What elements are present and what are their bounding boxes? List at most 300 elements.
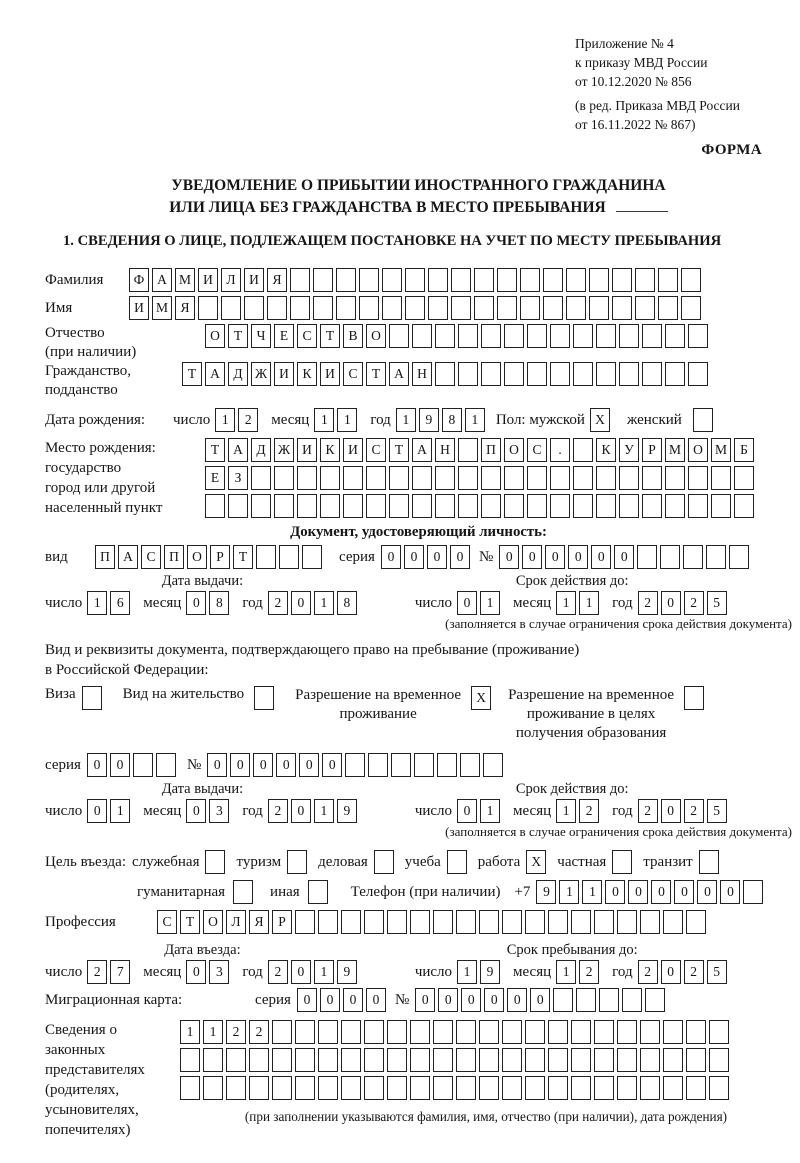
char-cell[interactable] (341, 1020, 361, 1044)
char-cell[interactable]: М (152, 296, 172, 320)
char-cell[interactable] (308, 880, 328, 904)
char-cell[interactable]: 5 (707, 591, 727, 615)
char-cell[interactable] (596, 324, 616, 348)
char-cell[interactable] (502, 1020, 522, 1044)
char-cell[interactable]: У (619, 438, 639, 462)
char-cell[interactable]: В (343, 324, 363, 348)
char-cell[interactable] (456, 1048, 476, 1072)
char-cell[interactable] (389, 324, 409, 348)
char-cell[interactable] (681, 296, 701, 320)
char-cell[interactable] (548, 1020, 568, 1044)
char-cell[interactable] (527, 324, 547, 348)
char-cell[interactable] (410, 1076, 430, 1100)
char-cell[interactable]: 9 (480, 960, 500, 984)
char-cell[interactable]: 0 (605, 880, 625, 904)
char-cell[interactable]: 0 (507, 988, 527, 1012)
char-cell[interactable] (527, 494, 547, 518)
char-cell[interactable]: 5 (707, 799, 727, 823)
char-cell[interactable]: 1 (314, 408, 334, 432)
char-cell[interactable] (709, 1048, 729, 1072)
char-cell[interactable]: 1 (559, 880, 579, 904)
char-cell[interactable] (640, 1020, 660, 1044)
char-cell[interactable] (709, 1020, 729, 1044)
char-cell[interactable] (387, 1020, 407, 1044)
char-cell[interactable]: X (526, 850, 546, 874)
char-cell[interactable]: 5 (707, 960, 727, 984)
char-cell[interactable] (663, 1076, 683, 1100)
char-cell[interactable] (684, 686, 704, 710)
char-cell[interactable]: 9 (419, 408, 439, 432)
char-cell[interactable] (640, 1076, 660, 1100)
char-cell[interactable] (359, 268, 379, 292)
char-cell[interactable] (637, 545, 657, 569)
char-cell[interactable] (341, 1048, 361, 1072)
char-cell[interactable] (573, 324, 593, 348)
char-cell[interactable]: О (504, 438, 524, 462)
char-cell[interactable] (180, 1076, 200, 1100)
char-cell[interactable] (527, 362, 547, 386)
char-cell[interactable] (320, 466, 340, 490)
char-cell[interactable] (553, 988, 573, 1012)
char-cell[interactable]: 2 (579, 960, 599, 984)
char-cell[interactable] (447, 850, 467, 874)
char-cell[interactable] (295, 1020, 315, 1044)
char-cell[interactable] (681, 268, 701, 292)
char-cell[interactable] (548, 1076, 568, 1100)
char-cell[interactable]: М (665, 438, 685, 462)
char-cell[interactable] (699, 850, 719, 874)
char-cell[interactable]: 1 (110, 799, 130, 823)
char-cell[interactable] (706, 545, 726, 569)
char-cell[interactable]: 3 (209, 960, 229, 984)
char-cell[interactable]: Я (267, 268, 287, 292)
char-cell[interactable]: 2 (579, 799, 599, 823)
char-cell[interactable]: Т (366, 362, 386, 386)
char-cell[interactable]: А (412, 438, 432, 462)
char-cell[interactable] (504, 466, 524, 490)
char-cell[interactable] (622, 988, 642, 1012)
char-cell[interactable] (711, 494, 731, 518)
char-cell[interactable] (368, 753, 388, 777)
char-cell[interactable]: П (95, 545, 115, 569)
char-cell[interactable] (550, 494, 570, 518)
char-cell[interactable] (571, 910, 591, 934)
char-cell[interactable]: 0 (674, 880, 694, 904)
char-cell[interactable]: Т (180, 910, 200, 934)
char-cell[interactable] (596, 466, 616, 490)
char-cell[interactable] (221, 296, 241, 320)
char-cell[interactable] (474, 268, 494, 292)
char-cell[interactable] (387, 910, 407, 934)
char-cell[interactable] (318, 1076, 338, 1100)
char-cell[interactable] (550, 324, 570, 348)
char-cell[interactable] (693, 408, 713, 432)
char-cell[interactable]: О (205, 324, 225, 348)
char-cell[interactable] (389, 466, 409, 490)
char-cell[interactable] (366, 466, 386, 490)
char-cell[interactable]: 0 (297, 988, 317, 1012)
char-cell[interactable] (458, 438, 478, 462)
char-cell[interactable]: Ж (251, 362, 271, 386)
char-cell[interactable]: 0 (614, 545, 634, 569)
char-cell[interactable] (543, 268, 563, 292)
char-cell[interactable] (233, 880, 253, 904)
char-cell[interactable] (341, 1076, 361, 1100)
char-cell[interactable] (228, 494, 248, 518)
char-cell[interactable] (405, 296, 425, 320)
char-cell[interactable] (525, 1020, 545, 1044)
char-cell[interactable] (642, 362, 662, 386)
char-cell[interactable] (295, 1076, 315, 1100)
char-cell[interactable]: Т (320, 324, 340, 348)
char-cell[interactable] (612, 268, 632, 292)
char-cell[interactable] (458, 466, 478, 490)
char-cell[interactable]: П (164, 545, 184, 569)
char-cell[interactable]: 2 (638, 960, 658, 984)
char-cell[interactable]: 1 (579, 591, 599, 615)
char-cell[interactable]: М (711, 438, 731, 462)
char-cell[interactable]: О (187, 545, 207, 569)
char-cell[interactable] (571, 1048, 591, 1072)
char-cell[interactable]: М (175, 268, 195, 292)
char-cell[interactable]: 0 (461, 988, 481, 1012)
char-cell[interactable]: Т (205, 438, 225, 462)
char-cell[interactable] (612, 296, 632, 320)
char-cell[interactable] (458, 494, 478, 518)
char-cell[interactable] (341, 910, 361, 934)
char-cell[interactable] (594, 1048, 614, 1072)
char-cell[interactable]: 0 (427, 545, 447, 569)
char-cell[interactable]: 1 (556, 591, 576, 615)
char-cell[interactable] (364, 1048, 384, 1072)
char-cell[interactable] (244, 296, 264, 320)
char-cell[interactable]: 2 (638, 799, 658, 823)
char-cell[interactable]: И (244, 268, 264, 292)
char-cell[interactable] (481, 362, 501, 386)
char-cell[interactable] (226, 1076, 246, 1100)
char-cell[interactable] (433, 1020, 453, 1044)
char-cell[interactable]: 1 (203, 1020, 223, 1044)
char-cell[interactable] (497, 268, 517, 292)
char-cell[interactable] (272, 1020, 292, 1044)
char-cell[interactable]: 0 (186, 799, 206, 823)
char-cell[interactable]: Ф (129, 268, 149, 292)
char-cell[interactable] (479, 1020, 499, 1044)
char-cell[interactable] (364, 1020, 384, 1044)
char-cell[interactable]: 0 (484, 988, 504, 1012)
char-cell[interactable]: 0 (322, 753, 342, 777)
char-cell[interactable]: 1 (215, 408, 235, 432)
char-cell[interactable]: 1 (396, 408, 416, 432)
char-cell[interactable]: Р (210, 545, 230, 569)
char-cell[interactable] (640, 1048, 660, 1072)
char-cell[interactable] (437, 753, 457, 777)
char-cell[interactable]: 0 (404, 545, 424, 569)
char-cell[interactable]: И (129, 296, 149, 320)
char-cell[interactable]: С (157, 910, 177, 934)
char-cell[interactable]: 0 (661, 799, 681, 823)
char-cell[interactable]: 0 (628, 880, 648, 904)
char-cell[interactable] (435, 494, 455, 518)
char-cell[interactable] (364, 1076, 384, 1100)
char-cell[interactable] (433, 1048, 453, 1072)
char-cell[interactable] (642, 466, 662, 490)
char-cell[interactable] (364, 910, 384, 934)
char-cell[interactable] (203, 1048, 223, 1072)
char-cell[interactable] (433, 1076, 453, 1100)
char-cell[interactable] (502, 1076, 522, 1100)
char-cell[interactable] (456, 1020, 476, 1044)
char-cell[interactable] (272, 1076, 292, 1100)
char-cell[interactable]: 2 (249, 1020, 269, 1044)
char-cell[interactable]: Я (249, 910, 269, 934)
char-cell[interactable]: 2 (268, 960, 288, 984)
char-cell[interactable]: И (297, 438, 317, 462)
char-cell[interactable] (290, 296, 310, 320)
char-cell[interactable] (599, 988, 619, 1012)
char-cell[interactable]: 1 (465, 408, 485, 432)
char-cell[interactable] (318, 910, 338, 934)
char-cell[interactable] (205, 494, 225, 518)
char-cell[interactable] (635, 268, 655, 292)
char-cell[interactable] (451, 268, 471, 292)
char-cell[interactable] (594, 1076, 614, 1100)
char-cell[interactable]: 0 (522, 545, 542, 569)
char-cell[interactable] (226, 1048, 246, 1072)
char-cell[interactable]: А (228, 438, 248, 462)
char-cell[interactable] (481, 494, 501, 518)
char-cell[interactable]: 2 (238, 408, 258, 432)
char-cell[interactable]: А (118, 545, 138, 569)
char-cell[interactable]: 0 (450, 545, 470, 569)
char-cell[interactable] (297, 466, 317, 490)
char-cell[interactable] (318, 1048, 338, 1072)
char-cell[interactable]: 0 (230, 753, 250, 777)
char-cell[interactable]: О (203, 910, 223, 934)
char-cell[interactable]: 0 (207, 753, 227, 777)
char-cell[interactable] (412, 466, 432, 490)
char-cell[interactable]: X (471, 686, 491, 710)
char-cell[interactable]: 0 (276, 753, 296, 777)
char-cell[interactable] (456, 910, 476, 934)
char-cell[interactable]: 0 (291, 799, 311, 823)
char-cell[interactable] (543, 296, 563, 320)
char-cell[interactable]: 2 (638, 591, 658, 615)
char-cell[interactable] (688, 466, 708, 490)
char-cell[interactable] (382, 268, 402, 292)
char-cell[interactable] (203, 1076, 223, 1100)
char-cell[interactable] (297, 494, 317, 518)
char-cell[interactable]: 0 (568, 545, 588, 569)
char-cell[interactable]: 2 (684, 799, 704, 823)
char-cell[interactable]: И (343, 438, 363, 462)
char-cell[interactable] (527, 466, 547, 490)
char-cell[interactable]: Е (274, 324, 294, 348)
char-cell[interactable]: 8 (337, 591, 357, 615)
char-cell[interactable]: X (590, 408, 610, 432)
char-cell[interactable]: 0 (343, 988, 363, 1012)
char-cell[interactable] (617, 1048, 637, 1072)
char-cell[interactable] (658, 296, 678, 320)
char-cell[interactable] (481, 466, 501, 490)
char-cell[interactable]: 2 (268, 799, 288, 823)
char-cell[interactable] (205, 850, 225, 874)
char-cell[interactable] (249, 1076, 269, 1100)
char-cell[interactable] (688, 324, 708, 348)
char-cell[interactable]: 0 (291, 591, 311, 615)
char-cell[interactable] (665, 466, 685, 490)
char-cell[interactable]: Я (175, 296, 195, 320)
char-cell[interactable] (571, 1020, 591, 1044)
char-cell[interactable] (479, 910, 499, 934)
char-cell[interactable] (479, 1076, 499, 1100)
char-cell[interactable] (573, 494, 593, 518)
char-cell[interactable] (456, 1076, 476, 1100)
char-cell[interactable] (665, 362, 685, 386)
char-cell[interactable] (458, 362, 478, 386)
char-cell[interactable] (619, 324, 639, 348)
char-cell[interactable]: Т (228, 324, 248, 348)
char-cell[interactable] (267, 296, 287, 320)
char-cell[interactable]: С (297, 324, 317, 348)
char-cell[interactable] (520, 296, 540, 320)
char-cell[interactable] (502, 910, 522, 934)
char-cell[interactable]: Т (233, 545, 253, 569)
char-cell[interactable]: 9 (536, 880, 556, 904)
char-cell[interactable] (497, 296, 517, 320)
char-cell[interactable]: И (274, 362, 294, 386)
char-cell[interactable] (198, 296, 218, 320)
char-cell[interactable]: С (141, 545, 161, 569)
char-cell[interactable]: 0 (291, 960, 311, 984)
char-cell[interactable]: 2 (226, 1020, 246, 1044)
char-cell[interactable] (635, 296, 655, 320)
char-cell[interactable] (479, 1048, 499, 1072)
char-cell[interactable] (729, 545, 749, 569)
char-cell[interactable] (272, 1048, 292, 1072)
char-cell[interactable] (318, 1020, 338, 1044)
char-cell[interactable]: К (596, 438, 616, 462)
char-cell[interactable] (410, 910, 430, 934)
char-cell[interactable]: Ж (274, 438, 294, 462)
char-cell[interactable] (279, 545, 299, 569)
char-cell[interactable]: К (297, 362, 317, 386)
char-cell[interactable]: 0 (545, 545, 565, 569)
char-cell[interactable]: 0 (457, 799, 477, 823)
char-cell[interactable]: 1 (480, 799, 500, 823)
char-cell[interactable] (573, 362, 593, 386)
char-cell[interactable] (313, 268, 333, 292)
char-cell[interactable]: 0 (186, 960, 206, 984)
char-cell[interactable] (428, 296, 448, 320)
char-cell[interactable]: И (198, 268, 218, 292)
char-cell[interactable]: Р (272, 910, 292, 934)
char-cell[interactable] (663, 1020, 683, 1044)
char-cell[interactable] (313, 296, 333, 320)
char-cell[interactable] (387, 1076, 407, 1100)
char-cell[interactable] (435, 324, 455, 348)
char-cell[interactable] (589, 268, 609, 292)
char-cell[interactable]: 0 (87, 799, 107, 823)
char-cell[interactable]: Т (389, 438, 409, 462)
char-cell[interactable]: 6 (110, 591, 130, 615)
char-cell[interactable]: С (343, 362, 363, 386)
char-cell[interactable] (460, 753, 480, 777)
char-cell[interactable] (686, 910, 706, 934)
char-cell[interactable] (474, 296, 494, 320)
char-cell[interactable]: О (688, 438, 708, 462)
char-cell[interactable] (686, 1020, 706, 1044)
char-cell[interactable]: 1 (180, 1020, 200, 1044)
char-cell[interactable] (256, 545, 276, 569)
char-cell[interactable] (688, 494, 708, 518)
char-cell[interactable]: О (366, 324, 386, 348)
char-cell[interactable] (612, 850, 632, 874)
char-cell[interactable] (458, 324, 478, 348)
char-cell[interactable] (412, 494, 432, 518)
char-cell[interactable] (520, 268, 540, 292)
char-cell[interactable] (451, 296, 471, 320)
char-cell[interactable] (295, 1048, 315, 1072)
char-cell[interactable] (573, 438, 593, 462)
char-cell[interactable] (483, 753, 503, 777)
char-cell[interactable] (391, 753, 411, 777)
char-cell[interactable] (594, 910, 614, 934)
char-cell[interactable] (504, 494, 524, 518)
char-cell[interactable]: 0 (110, 753, 130, 777)
char-cell[interactable]: 0 (320, 988, 340, 1012)
char-cell[interactable] (387, 1048, 407, 1072)
char-cell[interactable]: 0 (499, 545, 519, 569)
char-cell[interactable]: Д (228, 362, 248, 386)
char-cell[interactable] (642, 494, 662, 518)
char-cell[interactable] (382, 296, 402, 320)
char-cell[interactable]: 8 (209, 591, 229, 615)
char-cell[interactable]: 7 (110, 960, 130, 984)
char-cell[interactable] (525, 1048, 545, 1072)
char-cell[interactable] (290, 268, 310, 292)
char-cell[interactable] (658, 268, 678, 292)
char-cell[interactable] (343, 494, 363, 518)
char-cell[interactable]: 0 (697, 880, 717, 904)
char-cell[interactable] (688, 362, 708, 386)
char-cell[interactable] (660, 545, 680, 569)
char-cell[interactable] (663, 910, 683, 934)
char-cell[interactable]: Д (251, 438, 271, 462)
char-cell[interactable] (345, 753, 365, 777)
char-cell[interactable]: 0 (530, 988, 550, 1012)
char-cell[interactable]: 0 (720, 880, 740, 904)
char-cell[interactable] (665, 324, 685, 348)
char-cell[interactable] (504, 324, 524, 348)
char-cell[interactable] (82, 686, 102, 710)
char-cell[interactable] (414, 753, 434, 777)
char-cell[interactable]: Т (182, 362, 202, 386)
char-cell[interactable] (359, 296, 379, 320)
char-cell[interactable]: 0 (457, 591, 477, 615)
char-cell[interactable]: 1 (87, 591, 107, 615)
char-cell[interactable] (619, 466, 639, 490)
char-cell[interactable] (686, 1076, 706, 1100)
char-cell[interactable] (640, 910, 660, 934)
char-cell[interactable]: 1 (314, 960, 334, 984)
char-cell[interactable]: И (320, 362, 340, 386)
char-cell[interactable] (435, 466, 455, 490)
char-cell[interactable] (665, 494, 685, 518)
char-cell[interactable] (642, 324, 662, 348)
char-cell[interactable] (320, 494, 340, 518)
char-cell[interactable]: . (550, 438, 570, 462)
